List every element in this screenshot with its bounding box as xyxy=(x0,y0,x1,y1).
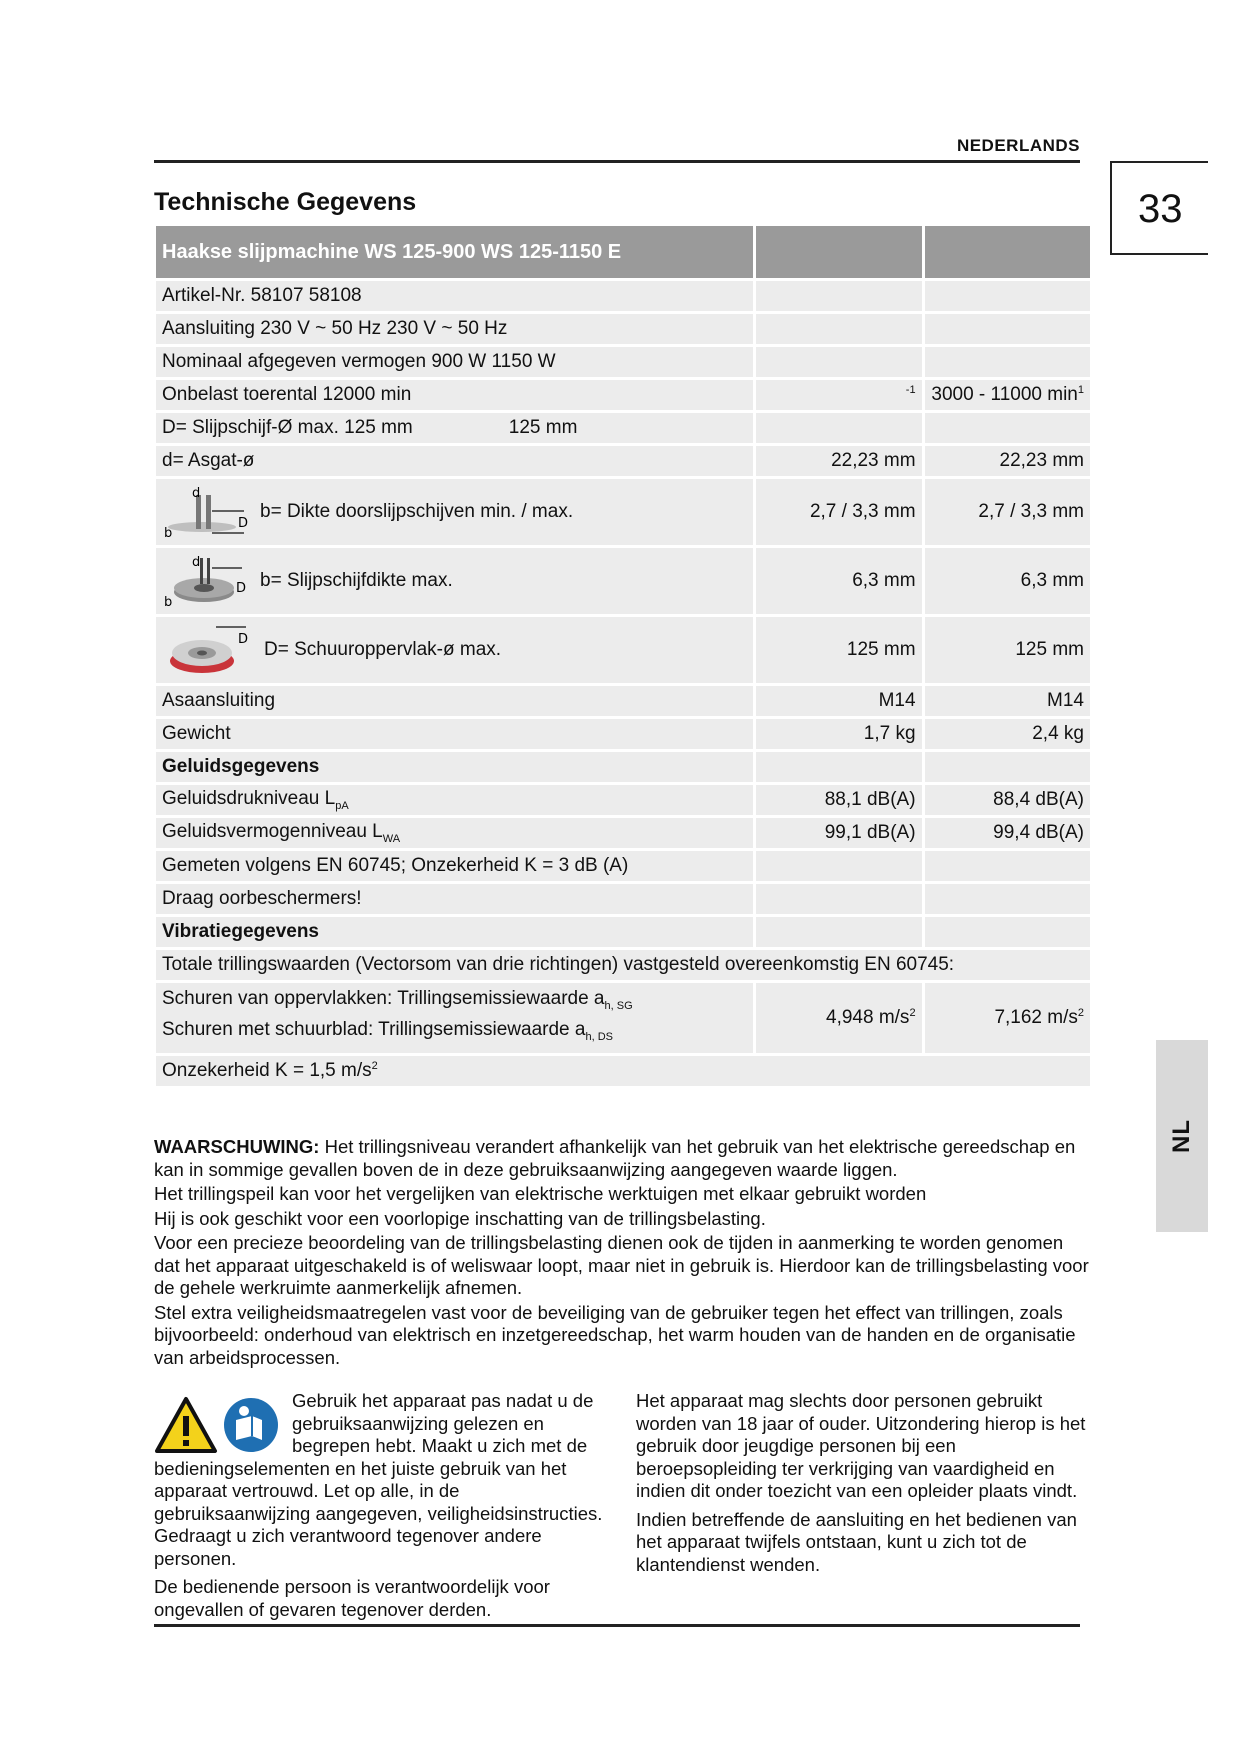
table-row: Vibratiegegevens xyxy=(156,917,1090,950)
svg-text:d: d xyxy=(192,555,201,570)
table-row: D= Slijpschijf-Ø max. 125 mm 125 mm xyxy=(156,413,1090,446)
table-row: Gemeten volgens EN 60745; Onzekerheid K = 3 dB (A) xyxy=(156,851,1090,884)
table-header-row xyxy=(156,226,1090,281)
table-row: Draag oorbeschermers! xyxy=(156,884,1090,917)
svg-text:b: b xyxy=(164,595,173,610)
language-tab-label: NL xyxy=(1168,1119,1195,1153)
grinding-disc-icon xyxy=(162,552,248,610)
usage-instructions-left: Gebruik het apparaat pas nadat u de gebruiksaanwijzing gelezen en begrepen hebt. Maakt u zich met de bedieningselementen en het juiste gebruik van het apparaat vertrouwd. Let op alle, in de gebruiksaanwijzing aangegeven, veiligheidsinstructies. Gedraagt u zich verantwoord tegenover andere personen. De bedienende persoon is verantwoordelijk voor ongevallen of gevaren tegenover derden. xyxy=(154,1390,603,1620)
top-rule xyxy=(154,160,1080,163)
svg-text:d: d xyxy=(192,486,201,501)
cutting-disc-icon xyxy=(162,483,248,541)
table-row: d= Asgat-ø 22,23 mm 22,23 mm xyxy=(156,446,1090,479)
table-row: d D b b= Slijpschijfdikte max. 6,3 mm 6,3 mm xyxy=(156,548,1090,617)
spec-table xyxy=(156,226,1090,1089)
table-row: Aansluiting 230 V ~ 50 Hz 230 V ~ 50 Hz xyxy=(156,314,1090,347)
table-row: Artikel-Nr. 58107 58108 xyxy=(156,281,1090,314)
table-row: Nominaal afgegeven vermogen 900 W 1150 W xyxy=(156,347,1090,380)
flap-disc-icon xyxy=(162,621,252,679)
svg-text:D: D xyxy=(236,581,247,596)
bottom-rule xyxy=(154,1624,1080,1627)
table-row: Schuren van oppervlakken: Trillingsemissiewaarde $a_{h, SG}$ Schuren met schuurblad: Trillingsemissiewaarde $a_{h, DS}$ 4,948 $m/s^2$ 7,162 $m/s^2$ xyxy=(156,983,1090,1056)
svg-text:D: D xyxy=(238,516,248,531)
warning-triangle-icon xyxy=(154,1396,218,1454)
table-row: Asaansluiting M14 M14 xyxy=(156,686,1090,719)
read-manual-icon xyxy=(222,1396,280,1454)
svg-text:b: b xyxy=(164,526,173,541)
table-row: Geluidsdrukniveau $L_{pA}$ 88,1 dB(A) 88,4 dB(A) xyxy=(156,785,1090,818)
language-tab xyxy=(1156,1040,1208,1232)
table-row: Geluidsgegevens xyxy=(156,752,1090,785)
warning-label: WAARSCHUWING: xyxy=(154,1136,320,1157)
page-number: 33 xyxy=(1110,161,1208,255)
table-row: D D= Schuuroppervlak-ø max. 125 mm 125 mm xyxy=(156,617,1090,686)
section-title: Technische Gegevens xyxy=(154,188,417,216)
table-row: Gewicht 1,7 kg 2,4 kg xyxy=(156,719,1090,752)
usage-instructions-right: Het apparaat mag slechts door personen gebruikt worden van 18 jaar of ouder. Uitzondering hierop is het gebruik door jeugdige personen bij een beroepsopleiding ter verkrijging van vaardigheid en indien dit onder toezicht van een opleider plaats vindt. Indien betreffende de aansluiting en het bedienen van het apparaat twijfels ontstaan, kunt u zich tot de klantendienst wenden. xyxy=(636,1390,1086,1575)
vibration-warning: WAARSCHUWING: Het trillingsniveau verandert afhankelijk van het gebruik van het elektrische gereedschap en kan in sommige gevallen boven de in deze gebruiksaanwijzing aangegeven waarde liggen. Het trillingspeil kan voor het vergelijken van elektrische werktuigen met elkaar gebruikt worden Hij is ook geschikt voor een voorlopige inschatting van de trillingsbelasting. Voor een precieze beoordeling van de trillingsbelasting dienen ook de tijden in aanmerking te worden genomen dat het apparaat uitgeschakeld is of weliswaar loopt, maar niet in gebruik is. Hierdoor kan de trillingsbelasting voor de gehele werkruimte aanmerkelijk afnemen. Stel extra veiligheidsmaatregelen vast voor de beveiliging van de gebruiker tegen het effect van trillingen, zoals bijvoorbeeld: onderhoud van elektrisch en inzetgereedschap, het warm houden van de handen en de organisatie van arbeidsprocessen. xyxy=(154,1136,1089,1368)
table-row: Onzekerheid K = 1,5 $m/s^2$ xyxy=(156,1056,1090,1089)
language-header: NEDERLANDS xyxy=(956,136,1080,155)
table-row: Geluidsvermogenniveau $L_{WA}$ 99,1 dB(A) 99,4 dB(A) xyxy=(156,818,1090,851)
table-header-cell: Haakse slijpmachine WS 125-900 WS 125-1150 E xyxy=(156,226,756,281)
svg-text:D: D xyxy=(238,632,249,647)
table-row: Totale trillingswaarden (Vectorsom van drie richtingen) vastgesteld overeenkomstig EN 60745: xyxy=(156,950,1090,983)
table-row: d D b b= Dikte doorslijpschijven min. / max. 2,7 / 3,3 mm 2,7 / 3,3 mm xyxy=(156,479,1090,548)
table-row: Onbelast toerental 12000 min $^{-1}$ 3000 - 11000 $\min^1$ xyxy=(156,380,1090,413)
